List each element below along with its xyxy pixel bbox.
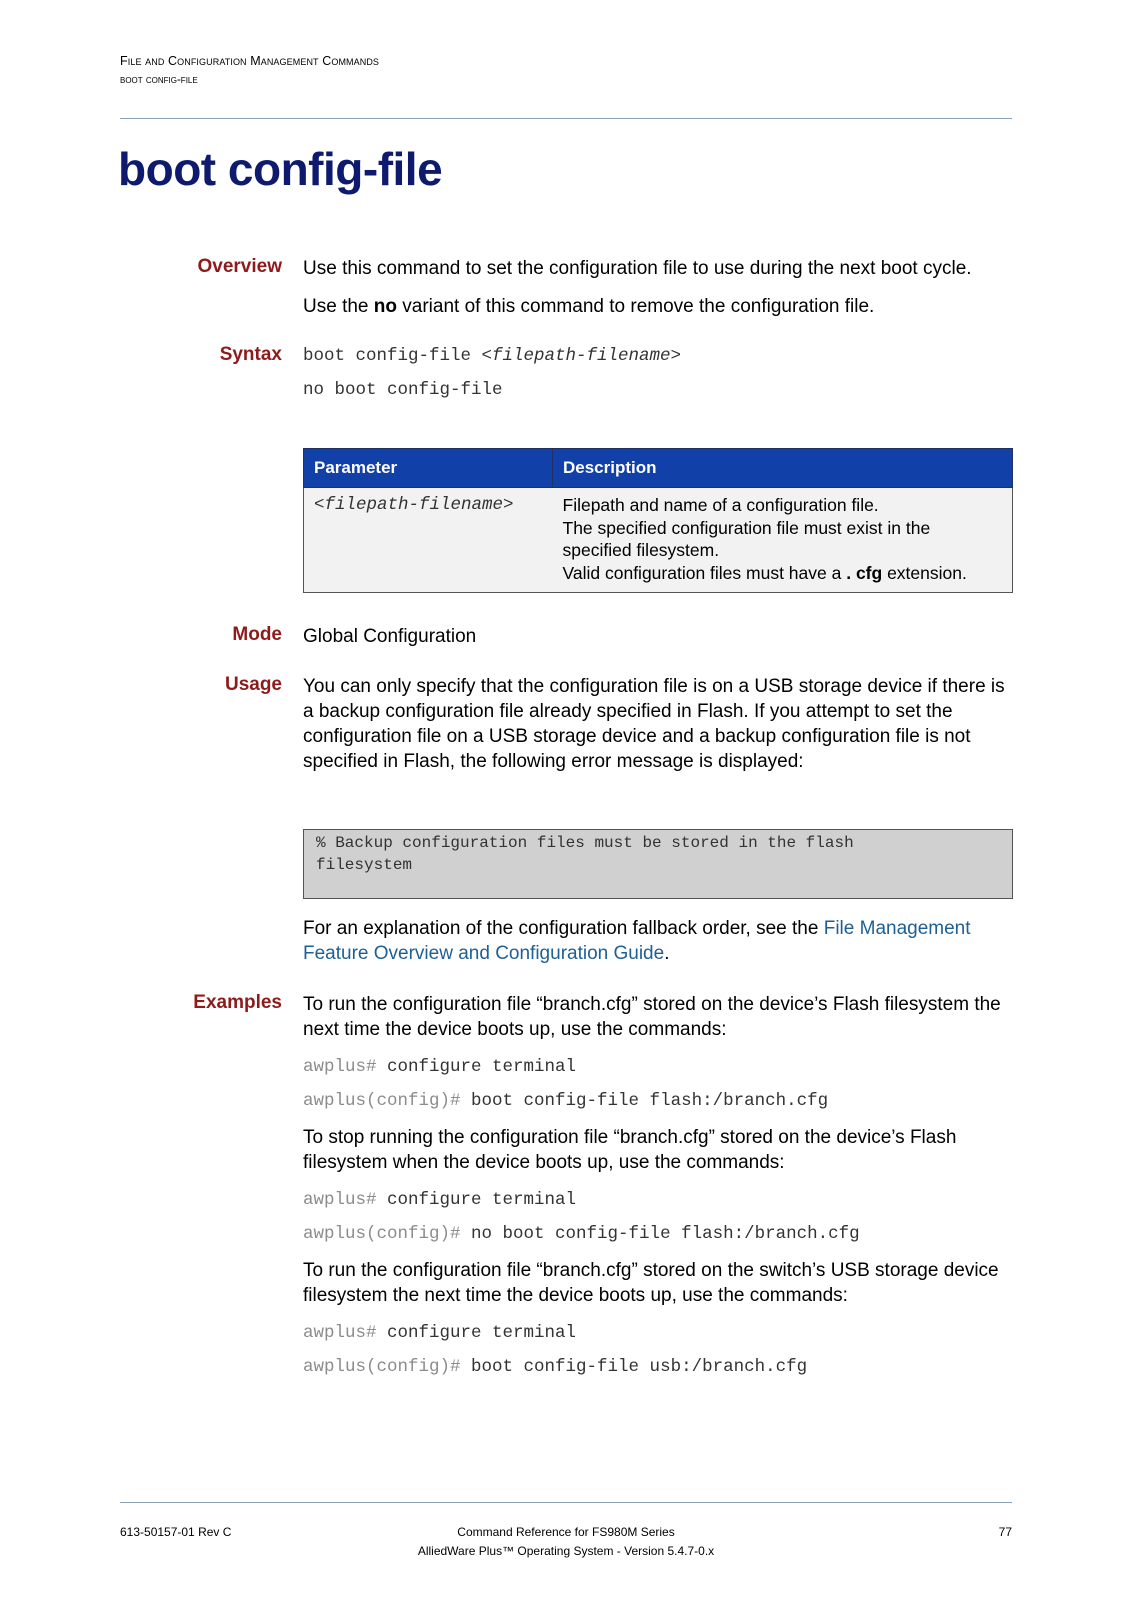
footer-rule bbox=[120, 1502, 1012, 1503]
mode-label: Mode bbox=[232, 624, 282, 645]
error-message-line: filesystem bbox=[316, 856, 413, 874]
running-header-section: File and Configuration Management Commands bbox=[120, 54, 380, 68]
fallback-text bbox=[303, 916, 1013, 966]
error-message-line: % Backup configuration files must be stored in the flash bbox=[316, 834, 854, 852]
cli-command: configure terminal bbox=[376, 1057, 577, 1077]
usage-label: Usage bbox=[224, 674, 282, 695]
cli-command: configure terminal bbox=[376, 1190, 577, 1210]
parameter-cell: <filepath-filename> bbox=[304, 488, 553, 593]
cli-prompt: awplus# bbox=[303, 1057, 377, 1077]
cli-prompt: awplus(config)# bbox=[303, 1091, 461, 1111]
description-line bbox=[563, 562, 1003, 585]
overview-no-pre: Use the bbox=[303, 296, 374, 317]
footer-os-version: AlliedWare Plus™ Operating System - Version 5.4.7-0.x bbox=[417, 1544, 715, 1558]
overview-no-bold: no bbox=[373, 296, 397, 317]
description-cell bbox=[553, 488, 1013, 593]
examples-label: Examples bbox=[193, 992, 282, 1013]
syntax-label: Syntax bbox=[219, 344, 282, 365]
running-header-subsection: boot config-file bbox=[120, 74, 198, 86]
syntax-line-2: no boot config-file bbox=[303, 380, 503, 400]
description-line: The specified configuration file must exist in the specified filesystem. bbox=[562, 517, 931, 560]
example-text: To stop running the configuration file “branch.cfg” stored on the device’s Flash filesystem when the device boots up, use the commands: bbox=[303, 1127, 957, 1173]
cli-command: boot config-file flash:/branch.cfg bbox=[460, 1091, 829, 1111]
cli-command: boot config-file usb:/branch.cfg bbox=[460, 1357, 808, 1377]
syntax-line-1 bbox=[303, 346, 681, 366]
overview-no-variant bbox=[303, 294, 1013, 319]
cli-prompt: awplus(config)# bbox=[303, 1357, 461, 1377]
example-command-line bbox=[303, 1224, 860, 1244]
error-message-box bbox=[303, 829, 1013, 899]
description-ext-pre: Valid configuration files must have a bbox=[562, 562, 847, 583]
cli-prompt: awplus(config)# bbox=[303, 1224, 461, 1244]
syntax-parameter: <filepath-filename> bbox=[481, 346, 682, 366]
overview-text: Use this command to set the configuration file to use during the next boot cycle. bbox=[303, 258, 972, 279]
fallback-post: . bbox=[664, 943, 670, 964]
description-column-header: Description bbox=[553, 449, 1013, 488]
page-title: boot config-file bbox=[118, 143, 443, 195]
example-command-line bbox=[303, 1091, 828, 1111]
cli-command: no boot config-file flash:/branch.cfg bbox=[460, 1224, 860, 1244]
cli-prompt: awplus# bbox=[303, 1323, 377, 1343]
parameter-table-header bbox=[304, 449, 1013, 488]
example-command-line bbox=[303, 1357, 807, 1377]
mode-text: Global Configuration bbox=[303, 626, 477, 647]
footer-page-number: 77 bbox=[998, 1525, 1012, 1539]
footer-doc-id: 613-50157-01 Rev C bbox=[120, 1525, 232, 1539]
example-text: To run the configuration file “branch.cfg” stored on the device’s Flash filesystem the next time the device boots up, use the commands: bbox=[303, 994, 1001, 1040]
description-line: Filepath and name of a configuration file. bbox=[562, 495, 879, 515]
example-command-line bbox=[303, 1323, 576, 1343]
cli-command: configure terminal bbox=[376, 1323, 577, 1343]
usage-text: You can only specify that the configuration file is on a USB storage device if there is a backup configuration file already specified in Flash. If you attempt to set the configuration file on a USB storage device and a backup configuration file is not specified in Flash, the following error message is displayed: bbox=[303, 676, 1005, 772]
table-row bbox=[304, 488, 1013, 593]
description-ext-post: extension. bbox=[882, 562, 967, 583]
cli-prompt: awplus# bbox=[303, 1190, 377, 1210]
example-text: To run the configuration file “branch.cfg” stored on the switch’s USB storage device filesystem the next time the device boots up, use the commands: bbox=[303, 1260, 999, 1306]
fallback-pre: For an explanation of the configuration fallback order, see the bbox=[303, 918, 824, 939]
footer-title: Command Reference for FS980M Series bbox=[457, 1525, 675, 1539]
syntax-command: boot config-file bbox=[303, 346, 482, 366]
header-rule bbox=[120, 118, 1012, 119]
parameter-table bbox=[303, 448, 1013, 593]
example-command-line bbox=[303, 1057, 576, 1077]
overview-label: Overview bbox=[197, 256, 282, 277]
fallback-guide-link[interactable]: File Management Feature Overview and Configuration Guide bbox=[303, 918, 971, 964]
description-ext-bold: . cfg bbox=[846, 562, 883, 583]
example-command-line bbox=[303, 1190, 576, 1210]
parameter-column-header: Parameter bbox=[304, 449, 553, 488]
overview-no-post: variant of this command to remove the configuration file. bbox=[396, 296, 875, 317]
